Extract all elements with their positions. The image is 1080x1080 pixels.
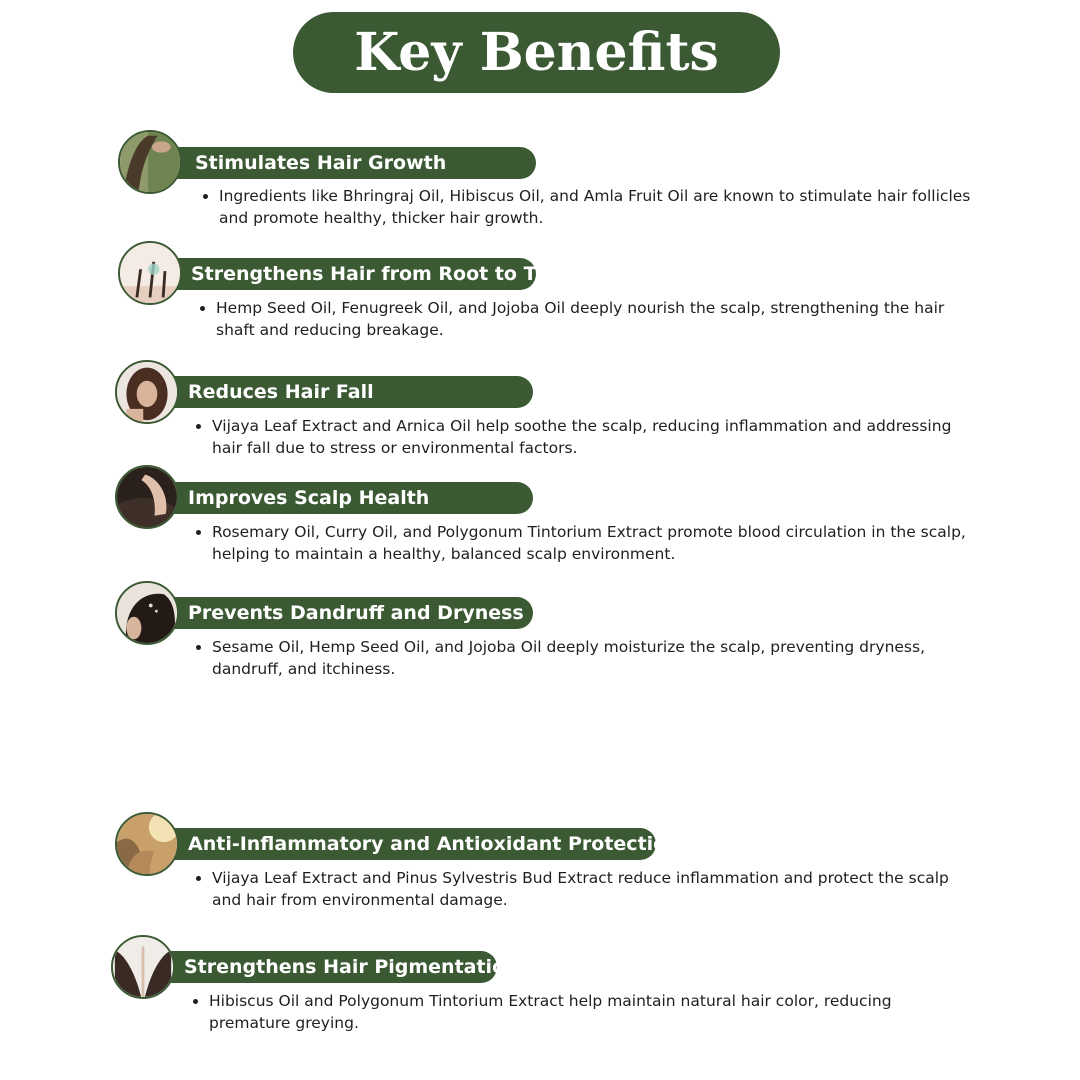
benefit-heading-bar — [150, 828, 680, 860]
benefit-description: Vijaya Leaf Extract and Pinus Sylvestris Bud Extract reduce inflammation and protect the scalp and hair from environmental damage. — [194, 867, 974, 911]
benefit-description: Ingredients like Bhringraj Oil, Hibiscus Oil, and Amla Fruit Oil are known to stimulate hair follicles and promote healthy, thicker hair growth. — [201, 185, 981, 229]
benefit-description: Sesame Oil, Hemp Seed Oil, and Jojoba Oil deeply moisturize the scalp, preventing dryness, dandruff, and itchiness. — [194, 636, 974, 680]
hair-growth-photo-icon — [118, 130, 182, 194]
benefit-description-list — [194, 867, 974, 911]
woman-portrait-icon — [115, 360, 179, 424]
scalp-check-icon — [115, 465, 179, 529]
benefit-heading: Strengthens Hair Pigmentation — [184, 956, 519, 978]
benefit-description-list — [194, 521, 974, 565]
benefit-heading-bar — [150, 376, 533, 408]
benefit-description-list — [201, 185, 981, 229]
page-title: Key Benefits — [354, 22, 719, 83]
benefit-heading: Anti-Inflammatory and Antioxidant Protection — [188, 833, 680, 855]
benefit-heading: Prevents Dandruff and Dryness — [188, 602, 524, 624]
benefit-heading: Reduces Hair Fall — [188, 381, 374, 403]
benefit-description: Rosemary Oil, Curry Oil, and Polygonum Tintorium Extract promote blood circulation in the scalp, helping to maintain a healthy, balanced scalp environment. — [194, 521, 974, 565]
benefit-heading-bar — [150, 147, 536, 179]
benefit-description-list — [198, 297, 978, 341]
benefit-description-list — [194, 415, 974, 459]
benefit-description: Hibiscus Oil and Polygonum Tintorium Extract help maintain natural hair color, reducing premature greying. — [191, 990, 971, 1034]
benefit-description: Vijaya Leaf Extract and Arnica Oil help soothe the scalp, reducing inflammation and addressing hair fall due to stress or environmental factors. — [194, 415, 974, 459]
sunlit-hair-icon — [115, 812, 179, 876]
dandruff-scalp-icon — [115, 581, 179, 645]
benefit-heading-bar — [150, 258, 557, 290]
benefit-description-list — [191, 990, 971, 1034]
benefit-description-list — [194, 636, 974, 680]
hair-parting-icon — [111, 935, 175, 999]
hair-follicle-icon — [118, 241, 182, 305]
benefit-heading-bar — [146, 951, 519, 983]
benefit-heading: Stimulates Hair Growth — [195, 152, 447, 174]
benefit-heading: Strengthens Hair from Root to Tip — [191, 263, 557, 285]
benefit-heading-bar — [150, 482, 533, 514]
title-banner — [293, 12, 780, 93]
benefit-heading-bar — [150, 597, 533, 629]
benefit-heading: Improves Scalp Health — [188, 487, 430, 509]
benefit-description: Hemp Seed Oil, Fenugreek Oil, and Jojoba Oil deeply nourish the scalp, strengthening the hair shaft and reducing breakage. — [198, 297, 978, 341]
